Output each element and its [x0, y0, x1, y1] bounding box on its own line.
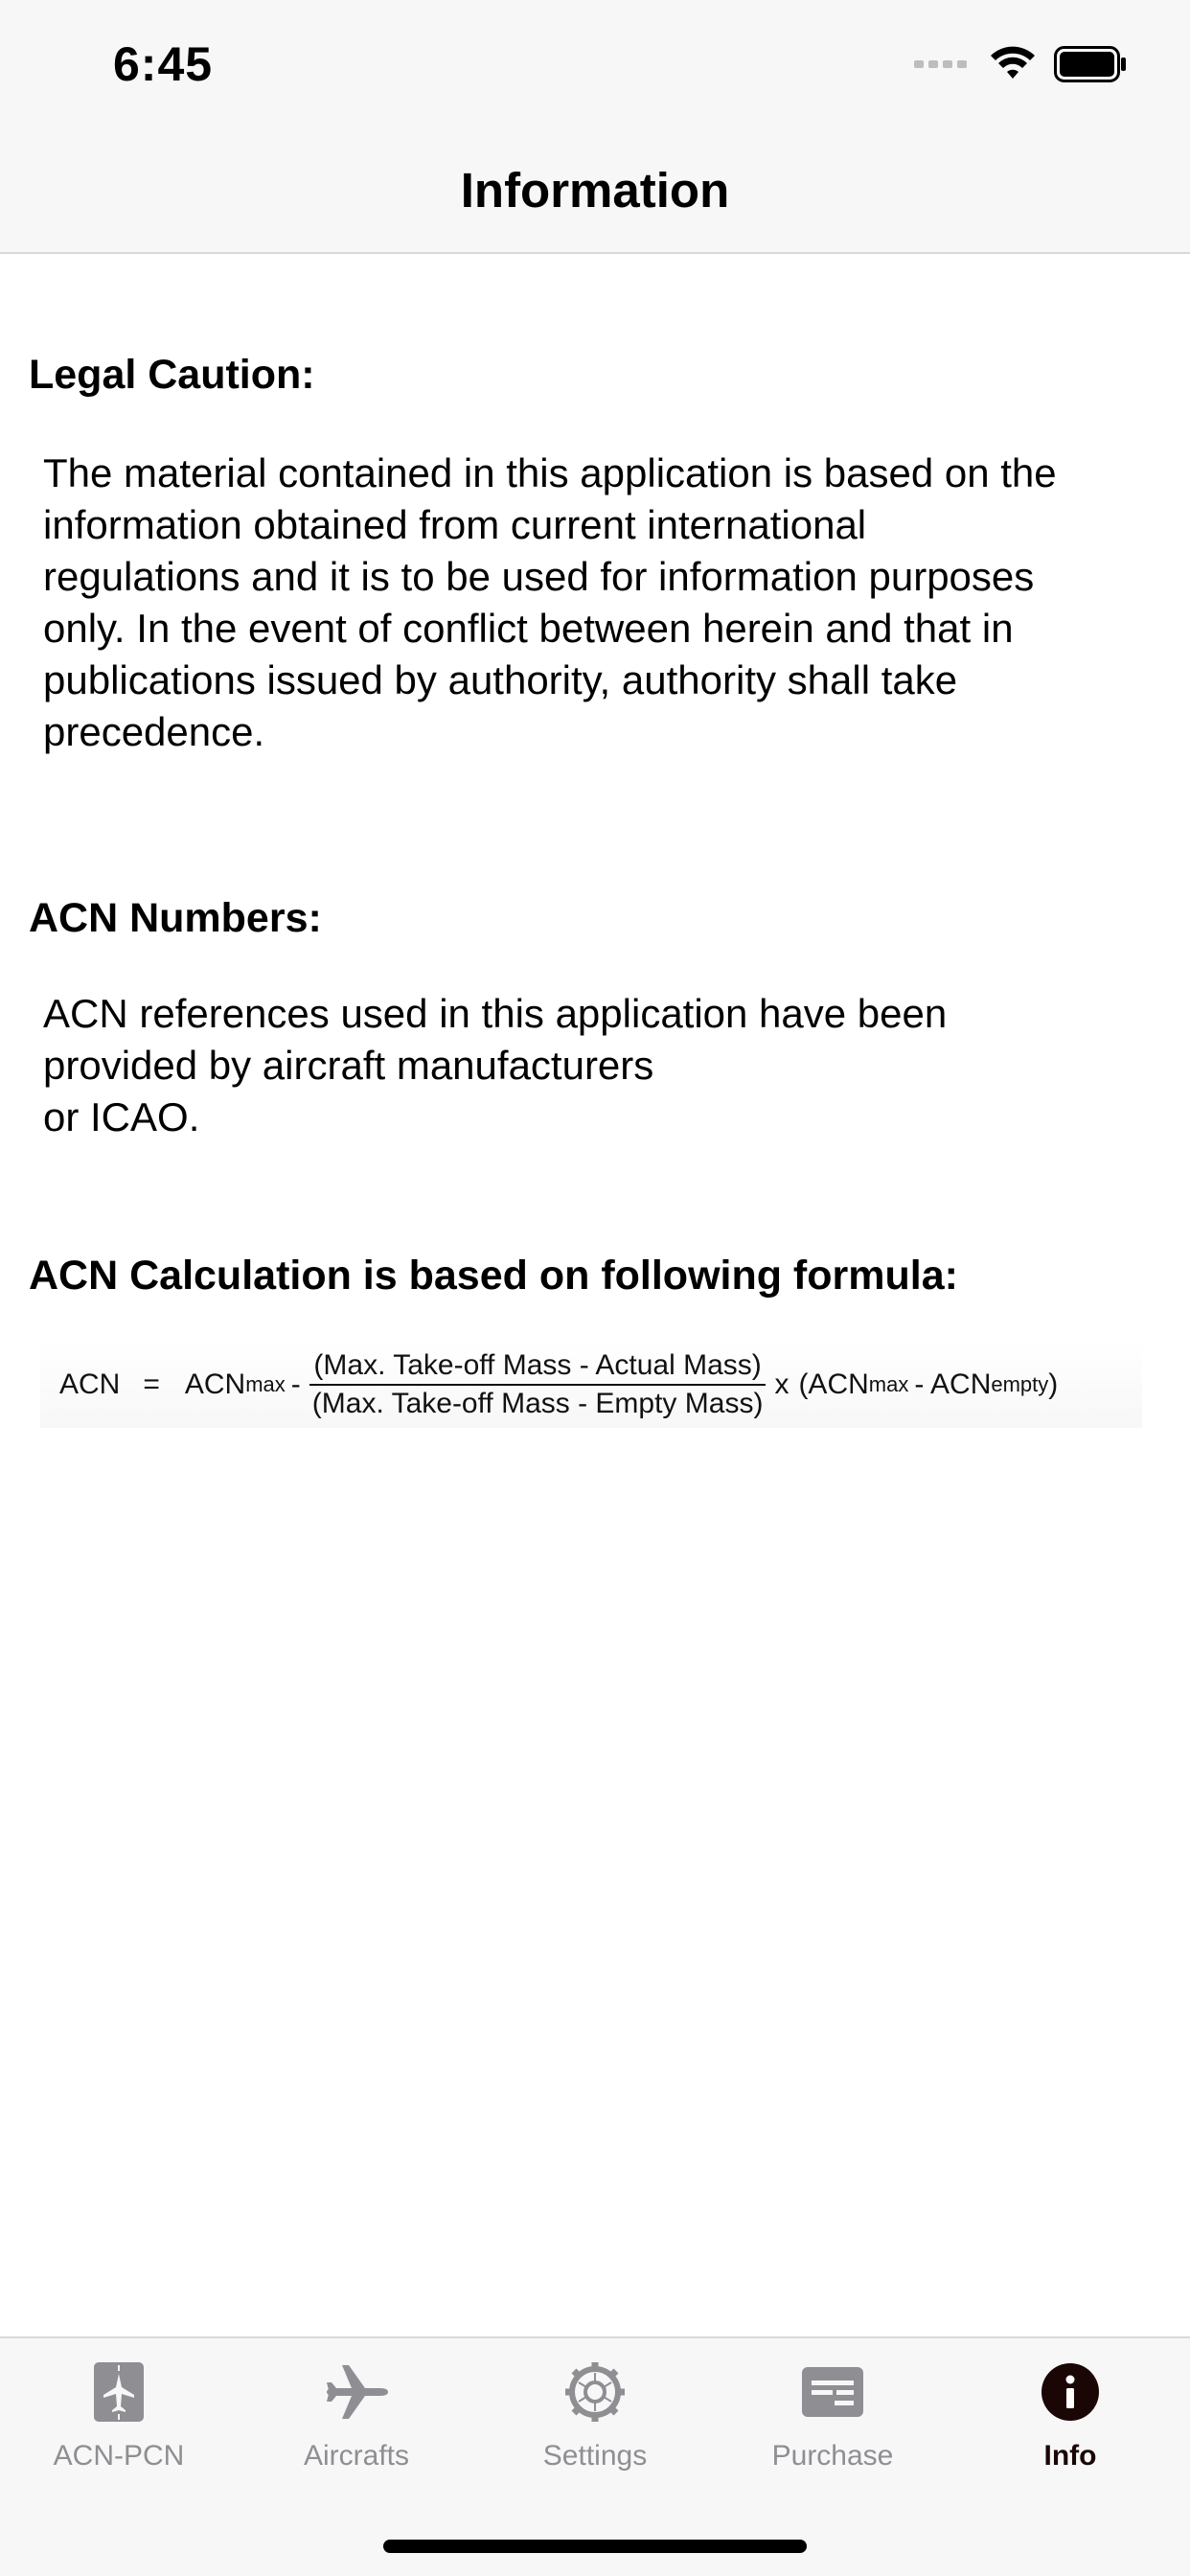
- acn-numbers-text: ACN references used in this application have been provided by aircraft manufacturers or ICAO.: [43, 991, 948, 1139]
- tab-acn-pcn[interactable]: [0, 2358, 238, 2501]
- receipt-icon: [798, 2358, 867, 2426]
- formula-minus: -: [290, 1368, 301, 1400]
- tab-aircrafts[interactable]: [238, 2358, 475, 2501]
- tab-purchase[interactable]: [714, 2358, 951, 2501]
- acn-formula-heading: ACN Calculation is based on following formula:: [29, 1253, 958, 1299]
- legal-caution-text: The material contained in this application is based on the information obtained from current international regulations and it is to be used for information purposes only. In the event of conflict between herein and that in publications issued by authority, authority shall take precedence.: [43, 450, 1057, 754]
- legal-caution-heading: Legal Caution:: [29, 352, 315, 398]
- navigation-bar: [0, 134, 1190, 254]
- tab-label-aircrafts: Aircrafts: [303, 2440, 409, 2472]
- formula-max-sub-2: max: [868, 1372, 909, 1396]
- formula-denominator: (Max. Take-off Mass - Empty Mass): [311, 1388, 764, 1419]
- formula-fraction: [309, 1349, 767, 1420]
- tab-settings[interactable]: [476, 2358, 714, 2501]
- tab-label-purchase: Purchase: [771, 2440, 894, 2472]
- formula-paren-close: ): [1048, 1368, 1059, 1400]
- airplane-icon: [322, 2358, 391, 2426]
- wifi-icon: [989, 46, 1037, 82]
- runway-icon: [84, 2358, 153, 2426]
- status-bar: [0, 0, 1190, 134]
- formula-empty-sub: empty: [991, 1372, 1049, 1396]
- formula-acn: ACN: [184, 1368, 246, 1400]
- info-icon: [1036, 2358, 1105, 2426]
- formula-paren-open: (ACN: [798, 1368, 869, 1400]
- gear-icon: [561, 2358, 629, 2426]
- acn-numbers-heading: ACN Numbers:: [29, 895, 322, 941]
- tab-label-settings: Settings: [542, 2440, 648, 2472]
- formula-max-sub: max: [245, 1372, 286, 1396]
- tab-bar: [0, 2336, 1190, 2576]
- status-icons: [914, 46, 1127, 82]
- signal-dots-icon: [914, 58, 972, 70]
- formula-lhs: ACN: [59, 1368, 121, 1400]
- formula-times: x: [774, 1368, 790, 1400]
- tab-label-info: Info: [1043, 2440, 1097, 2472]
- status-time: 6:45: [113, 37, 214, 91]
- formula-numerator: (Max. Take-off Mass - Actual Mass): [309, 1349, 765, 1386]
- page-title: Information: [460, 163, 730, 218]
- home-indicator[interactable]: [383, 2540, 807, 2553]
- tab-label-acn-pcn: ACN-PCN: [53, 2440, 185, 2472]
- acn-formula: [40, 1342, 1142, 1428]
- formula-minus-2: - ACN: [914, 1368, 992, 1400]
- battery-icon: [1054, 46, 1127, 82]
- tab-info[interactable]: [951, 2358, 1189, 2501]
- formula-equals: =: [143, 1368, 160, 1400]
